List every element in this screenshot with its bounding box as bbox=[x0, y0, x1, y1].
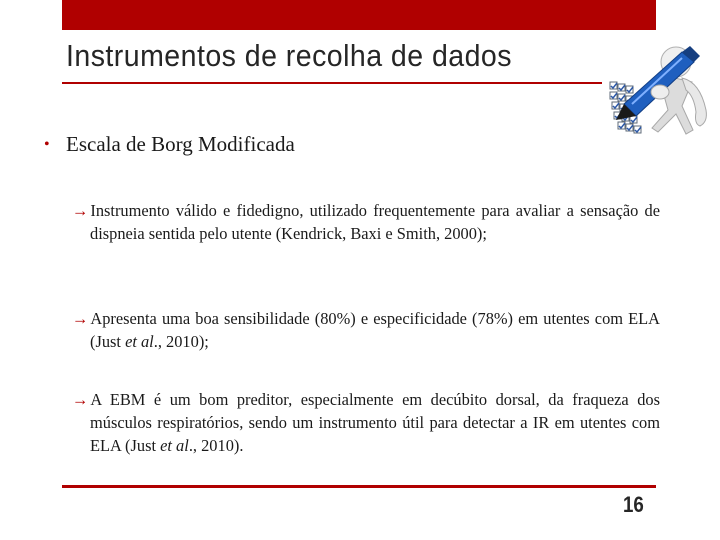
item-italic: et al bbox=[160, 436, 189, 455]
right-arrow-icon: → bbox=[72, 201, 89, 220]
list-item bbox=[72, 307, 660, 353]
right-arrow-icon: → bbox=[72, 390, 89, 409]
title-divider bbox=[62, 82, 602, 84]
item-text: Instrumento válido e fidedigno, utilizado frequentemente para avaliar a sensação de dispneia sentida pelo utente (Kendrick, Baxi e Smith, 2000); bbox=[90, 201, 660, 243]
item-text-end: ., 2010); bbox=[153, 332, 209, 351]
bullet-dot-icon: • bbox=[44, 136, 50, 153]
list-item bbox=[72, 199, 660, 245]
item-text: A EBM é um bom preditor, especialmente em decúbito dorsal, da fraqueza dos músculos respiratórios, sendo um instrumento útil para detectar a IR em utentes com ELA (Just bbox=[90, 390, 660, 455]
item-text-end: ., 2010). bbox=[188, 436, 244, 455]
header-bar bbox=[62, 0, 656, 30]
right-arrow-icon: → bbox=[72, 309, 89, 328]
item-italic: et al bbox=[125, 332, 154, 351]
page-number: 16 bbox=[623, 492, 644, 517]
item-text: Apresenta uma boa sensibilidade (80%) e especificidade (78%) em utentes com ELA (Just bbox=[90, 309, 660, 351]
main-bullet-text: Escala de Borg Modificada bbox=[66, 132, 295, 156]
list-item bbox=[72, 388, 660, 457]
slide-title: Instrumentos de recolha de dados bbox=[66, 38, 512, 73]
figure-with-pen-checklist-icon bbox=[596, 22, 712, 144]
footer-divider bbox=[62, 485, 656, 488]
main-bullet bbox=[44, 132, 295, 157]
